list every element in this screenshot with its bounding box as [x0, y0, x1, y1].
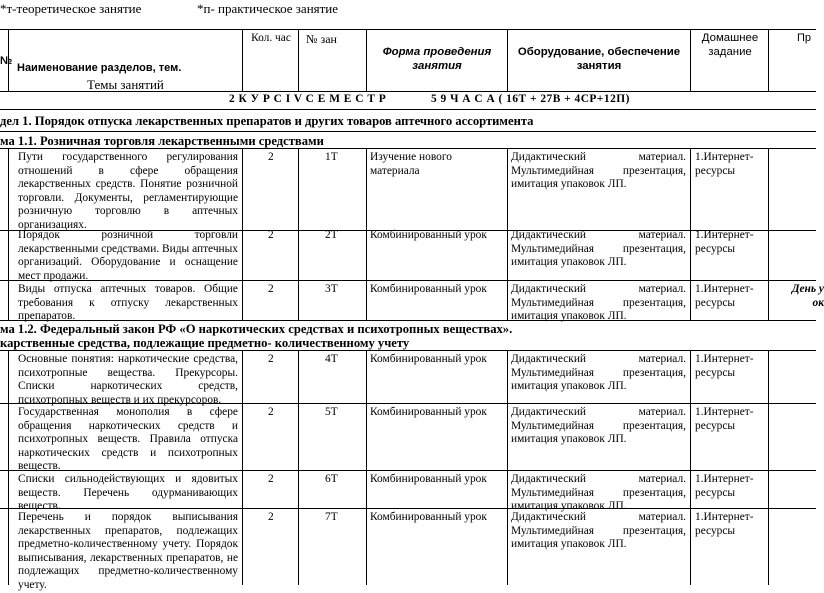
- equipment-cell: Дидактический материал. Мультимедийная презентация, имитация упаковок ЛП.: [511, 473, 686, 513]
- homework-cell: 1.Интернет-ресурсы: [695, 511, 754, 537]
- homework-cell: 1.Интернет-ресурсы: [695, 283, 754, 309]
- lesson-cell: 3Т: [325, 283, 338, 295]
- equipment-cell: Дидактический материал. Мультимедийная презентация, имитация упаковок ЛП.: [511, 511, 686, 551]
- equipment-cell: Дидактический материал. Мультимедийная презентация, имитация упаковок ЛП.: [511, 283, 686, 323]
- lesson-cell: 6Т: [325, 473, 338, 485]
- lesson-cell: 4Т: [325, 353, 338, 365]
- homework-cell: 1.Интернет-ресурсы: [695, 151, 754, 177]
- equipment-cell: Дидактический материал. Мультимедийная презентация, имитация упаковок ЛП.: [511, 151, 686, 191]
- form-cell: Изучение нового материала: [370, 151, 452, 177]
- lesson-cell: 2Т: [325, 229, 338, 241]
- lesson-cell: 1Т: [325, 151, 338, 163]
- homework-cell: 1.Интернет-ресурсы: [695, 473, 754, 499]
- hours-cell: 2: [268, 283, 274, 295]
- col-sections-header: Наименование разделов, тем.: [17, 62, 182, 74]
- form-cell: Комбинированный урок: [370, 229, 487, 241]
- form-cell: Комбинированный урок: [370, 406, 487, 418]
- form-cell: Комбинированный урок: [370, 473, 487, 485]
- hours-cell: 2: [268, 229, 274, 241]
- topic-title: ма 1.2. Федеральный закон РФ «О наркотических средствах и психотропных веществах».: [0, 322, 513, 336]
- col-homework-header: Домашнее задание: [701, 32, 759, 58]
- topic-cell: Списки сильнодействующих и ядовитых веществ. Перечень одурманивающих веществ.: [18, 473, 238, 513]
- topic-title: ма 1.1. Розничная торговля лекарственными средствами: [0, 134, 324, 148]
- form-cell: Комбинированный урок: [370, 283, 487, 295]
- form-cell: Комбинированный урок: [370, 353, 487, 365]
- topic-cell: Порядок розничной торговли лекарственными средствами. Виды аптечных организаций. Оборудование и оснащение мест продажи.: [18, 229, 238, 282]
- topic-cell: Основные понятия: наркотические средства, психотропные вещества. Прекурсоры. Списки наркотических средств, психотропных веществ и их прекурсоров.: [18, 353, 238, 406]
- form-cell: Комбинированный урок: [370, 511, 487, 523]
- hours-cell: 2: [268, 353, 274, 365]
- hours-cell: 2: [268, 151, 274, 163]
- col-number-header: №: [0, 55, 13, 67]
- semester-label: 2 К У Р С I V С Е М Е С Т Р: [229, 93, 387, 105]
- legend-theory: *т-теоретическое занятие: [0, 1, 142, 16]
- col-equipment-header: Оборудование, обеспечение занятия: [517, 46, 681, 72]
- homework-cell: 1.Интернет-ресурсы: [695, 353, 754, 379]
- homework-cell: 1.Интернет-ресурсы: [695, 406, 754, 432]
- topic-cell: Виды отпуска аптечных товаров. Общие требования к отпуску лекарственных препаратов.: [18, 283, 238, 323]
- col-lesson-header: № зан: [306, 32, 337, 46]
- homework-cell: 1.Интернет-ресурсы: [695, 229, 754, 255]
- col-topics-header: Темы занятий: [87, 77, 164, 92]
- topic-cell: Перечень и порядок выписывания лекарственных препаратов, подлежащих предметно-количественному учету. Порядок выписывания, лекарственных препаратов, не подлежащих предметно-количественному учету.: [18, 511, 238, 591]
- topic-cell: Пути государственного регулирования отношений в сфере обращения лекарственных средств. Понятие розничной торговли. Документы, регламентирующие розничную торговлю в аптечных организациях.: [18, 151, 238, 231]
- col-form-header: Форма проведения занятия: [382, 46, 492, 72]
- equipment-cell: Дидактический материал. Мультимедийная презентация, имитация упаковок ЛП.: [511, 406, 686, 446]
- equipment-cell: Дидактический материал. Мультимедийная презентация, имитация упаковок ЛП.: [511, 353, 686, 393]
- hours-cell: 2: [268, 406, 274, 418]
- lesson-cell: 5Т: [325, 406, 338, 418]
- semester-hours: 5 9 Ч А С А ( 16Т + 27В + 4СР+12П): [431, 93, 630, 105]
- topic-cell: Государственная монополия в сфере обращения наркотических средств и психотропных веществ. Правила отпуска наркотических средств и психотропных веществ.: [18, 406, 238, 473]
- col-hours-header: Кол. час: [251, 32, 291, 44]
- lesson-cell: 7Т: [325, 511, 338, 523]
- legend-practice: *п- практическое занятие: [197, 1, 339, 16]
- topic-subtitle: карственные средства, подлежащие предметно- количественному учету: [0, 336, 410, 350]
- section-title: дел 1. Порядок отпуска лекарственных препаратов и других товаров аптечного ассортимента: [0, 114, 534, 128]
- equipment-cell: Дидактический материал. Мультимедийная презентация, имитация упаковок ЛП.: [511, 229, 686, 269]
- hours-cell: 2: [268, 473, 274, 485]
- hours-cell: 2: [268, 511, 274, 523]
- col-notes-header: Пр: [797, 32, 812, 44]
- note-cell: День у ок: [791, 283, 824, 309]
